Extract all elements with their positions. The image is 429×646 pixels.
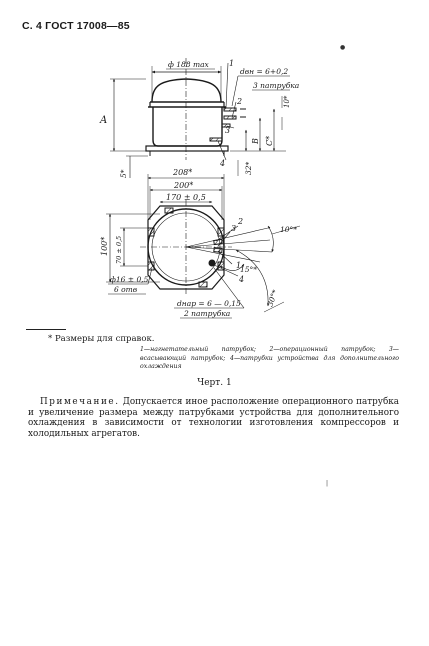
side-callout-1: 1 xyxy=(229,59,235,68)
angle-15-label: 15°* xyxy=(240,265,258,274)
angle-30-label: 30°* xyxy=(265,288,280,308)
plan-callout-1: 1 xyxy=(236,261,242,270)
outlet-dia-label: dвн = 6+0,2 xyxy=(240,67,289,76)
dim-b-label: B xyxy=(251,138,260,144)
side-callout-3: 3 xyxy=(225,126,231,135)
side-view xyxy=(110,58,290,178)
note-text: Допускается иное расположение операционного патрубка и увеличение размера между патрубками устройства для дополнительного охлаждения в зависимости от технологии изготовления компрессоров и холодильных агрегатов. xyxy=(28,397,399,439)
side-view-labels xyxy=(99,59,299,178)
dim-10-label: 10* xyxy=(283,95,291,108)
plan-view-labels xyxy=(100,168,297,318)
figure-caption: Черт. 1 xyxy=(197,378,232,388)
note-heading: Примечание. xyxy=(40,397,120,407)
stray-mark: ● xyxy=(340,44,346,51)
dim-200-label: 200* xyxy=(174,181,194,190)
dim-70-label: 70 ± 0,5 xyxy=(115,235,123,264)
dim-c-label: C* xyxy=(265,135,274,146)
plan-callout-2: 2 xyxy=(238,217,244,226)
side-callout-4: 4 xyxy=(220,159,226,168)
side-callout-2: 2 xyxy=(237,97,243,106)
dim-100-label: 100* xyxy=(100,236,109,256)
angle-10-label: 10°* xyxy=(280,225,298,234)
dim-32-label: 32* xyxy=(244,161,253,175)
hole-diameter-label: ф16 ± 0,5 xyxy=(110,275,149,284)
footnote-rule xyxy=(26,329,66,330)
dim-a-label: A xyxy=(100,115,108,126)
outlet-tube-label: 3 патрубка xyxy=(253,81,300,90)
diameter-188-label: ф 188 max xyxy=(168,60,209,69)
note-paragraph xyxy=(28,397,399,439)
outer-dia-label: dнар = 6 — 0,15 xyxy=(177,299,241,308)
dim-5-label: 5* xyxy=(119,169,128,178)
page-header: С. 4 ГОСТ 17008—85 xyxy=(22,20,130,32)
footnote: * Размеры для справок. xyxy=(48,334,155,344)
figure-legend: 1—нагнетательный патрубок; 2—операционный патрубок; 3—всасывающий патрубок; 4—патрубки устройства для дополнительного охлаждения xyxy=(140,346,399,371)
hole-count-label: 6 отв xyxy=(114,285,138,294)
stray-mark: | xyxy=(326,480,329,487)
outer-tube-label: 2 патрубка xyxy=(184,309,231,318)
dim-170-label: 170 ± 0,5 xyxy=(166,193,206,202)
plan-callout-4: 4 xyxy=(239,275,245,284)
plan-callout-3: 3 xyxy=(231,224,237,233)
dim-208-label: 208* xyxy=(173,168,193,177)
